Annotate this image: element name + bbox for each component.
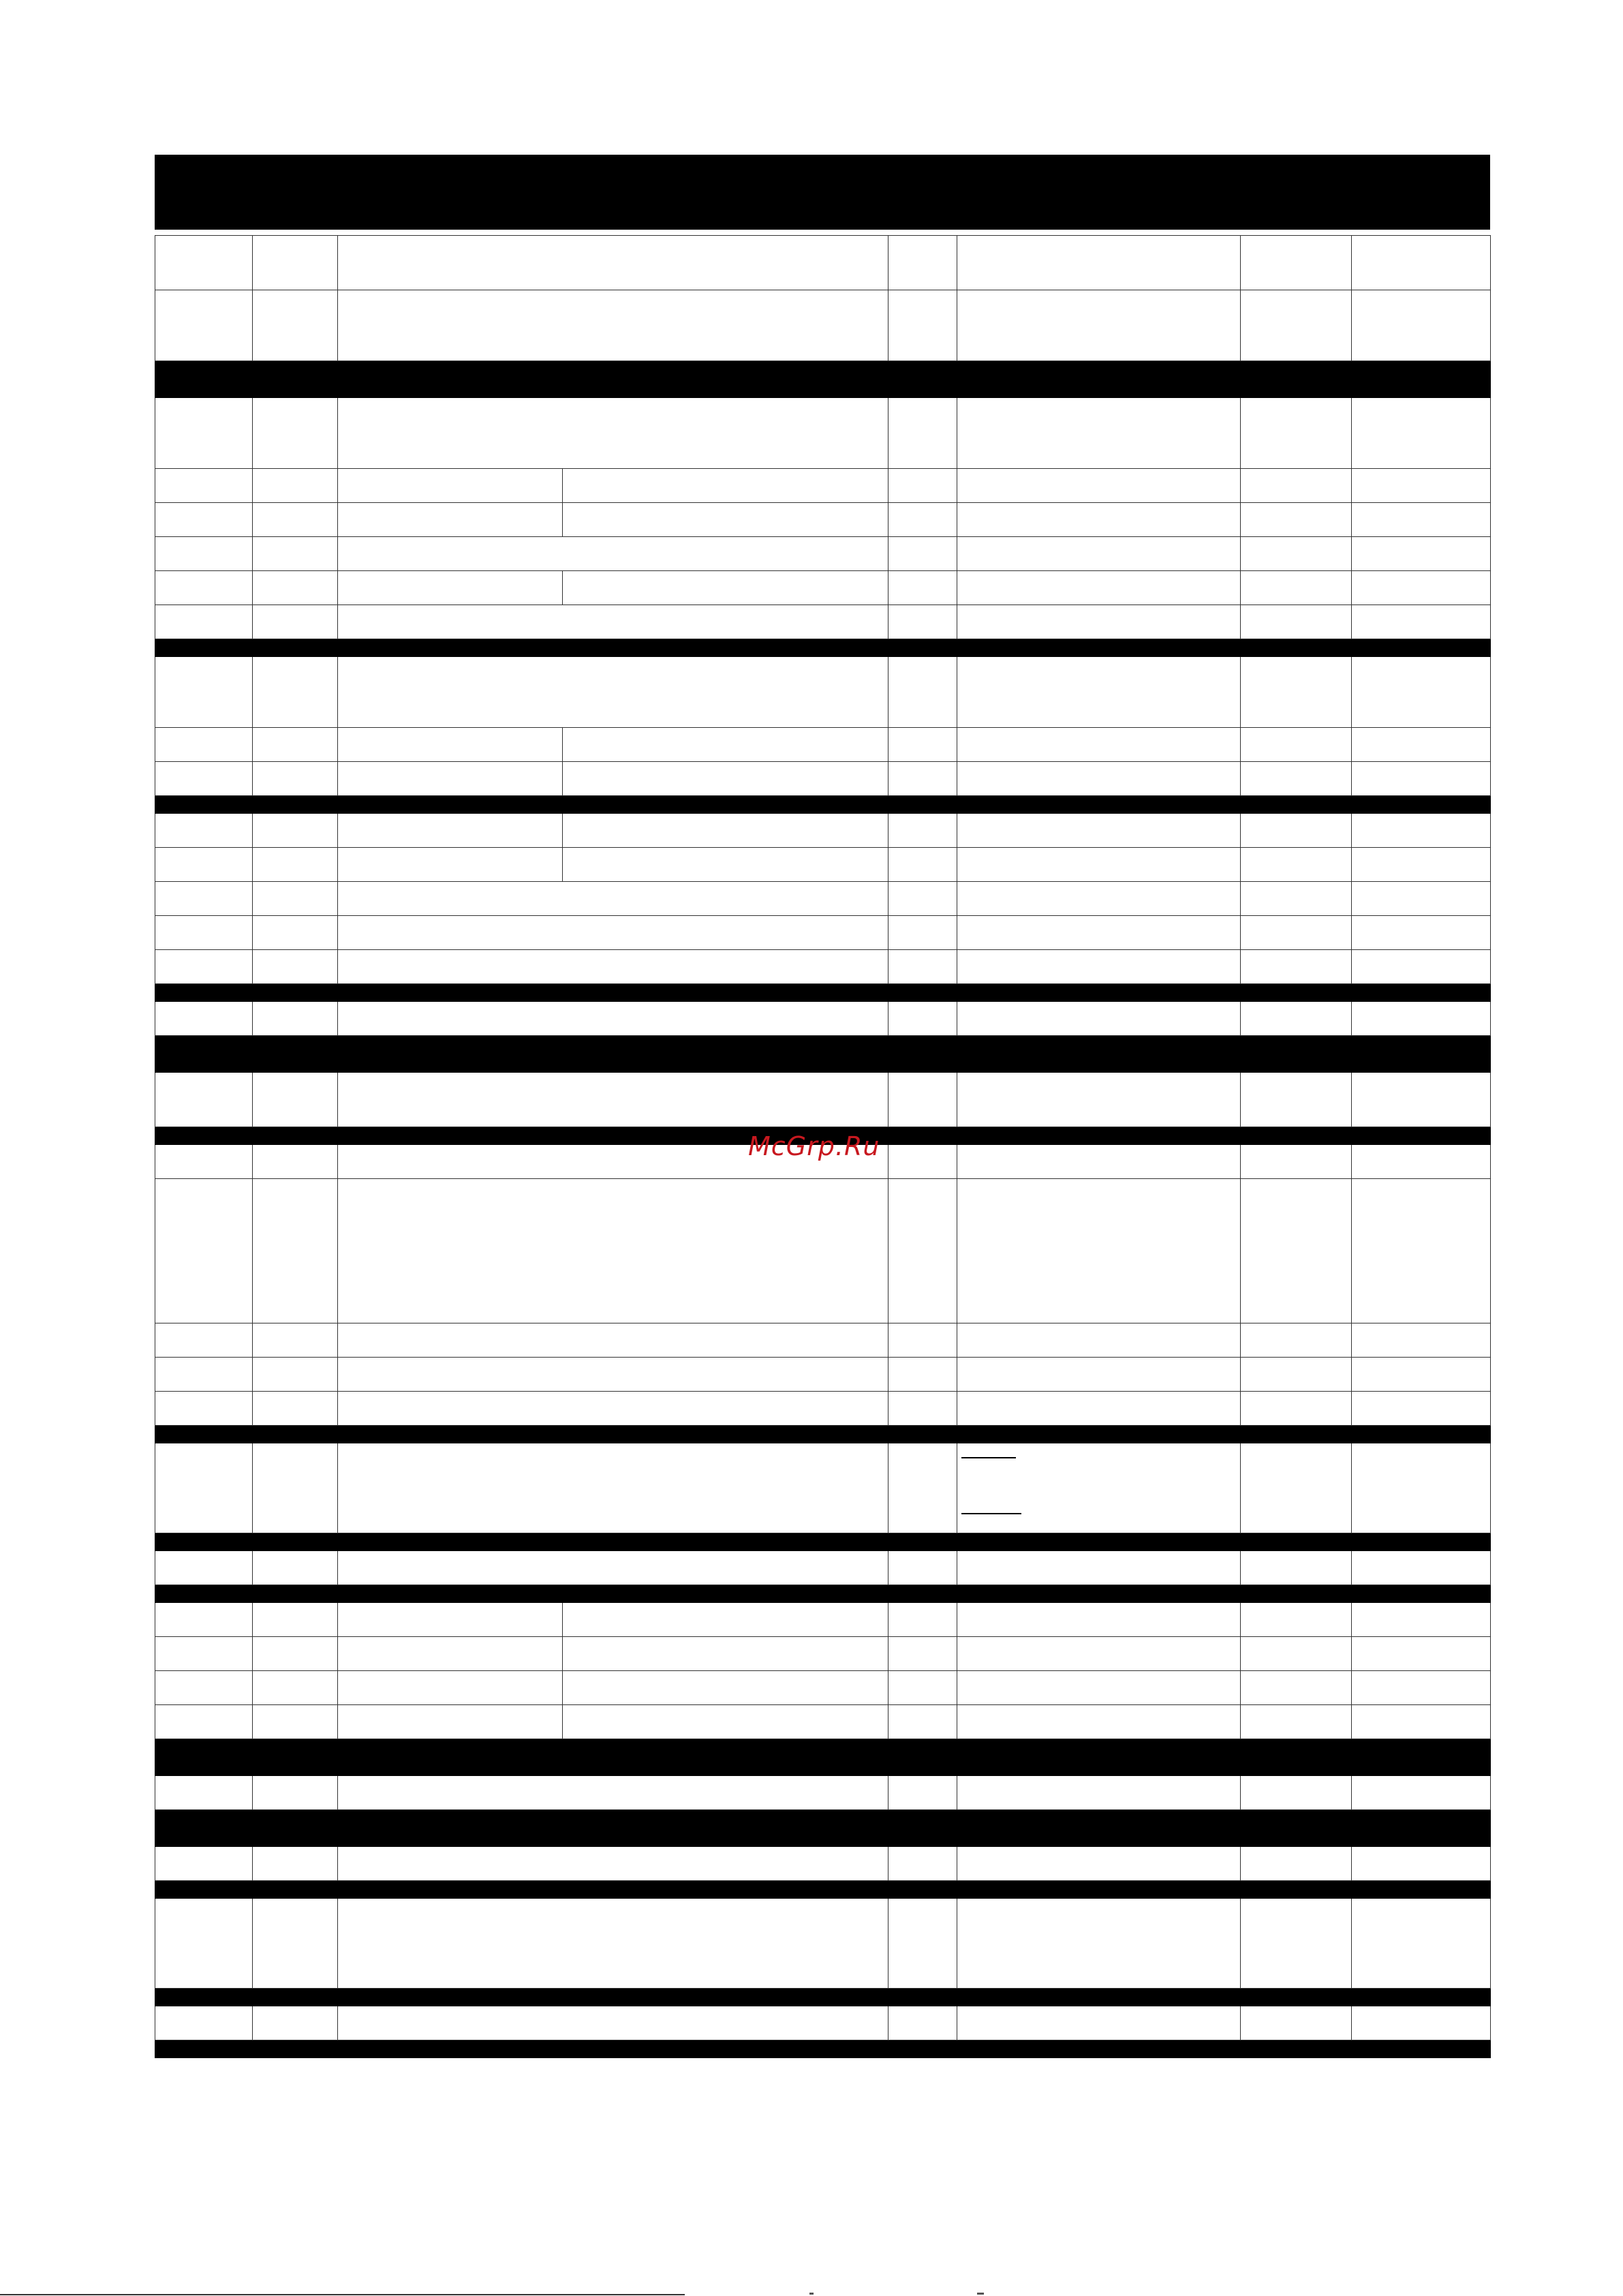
footer-rule: [0, 2294, 685, 2295]
table-row: [155, 1358, 1491, 1392]
table-row: [155, 537, 1491, 571]
table-row: [155, 469, 1491, 503]
table-row: [155, 1323, 1491, 1358]
table-row: [155, 657, 1491, 728]
table-row: [155, 1671, 1491, 1705]
table-row: [155, 1603, 1491, 1637]
table-row: [155, 1551, 1491, 1585]
section-bar: [155, 1881, 1491, 1899]
table-row: [155, 398, 1491, 469]
document-table: [155, 155, 1490, 2058]
table-row: [155, 1179, 1491, 1323]
table-row: [155, 1899, 1491, 1989]
section-bar: [155, 1036, 1491, 1073]
section-bar: [155, 1739, 1491, 1776]
underline-mark: [961, 1457, 1016, 1458]
table-row: [155, 1847, 1491, 1881]
header-bar: [155, 155, 1490, 230]
section-bar: [155, 1810, 1491, 1847]
watermark-text: McGrp.Ru: [748, 1131, 880, 1161]
section-bar: [155, 2040, 1491, 2058]
section-bar: [155, 1585, 1491, 1603]
table-row: [155, 1392, 1491, 1426]
table-row: [155, 1002, 1491, 1036]
section-bar: [155, 1426, 1491, 1443]
table-row: [155, 882, 1491, 916]
table-row: [155, 1776, 1491, 1810]
table-row: [155, 1073, 1491, 1127]
table-row: [155, 762, 1491, 796]
section-bar: [155, 361, 1491, 398]
table-row: [155, 728, 1491, 762]
table-row: [155, 1637, 1491, 1671]
section-bar: [155, 1989, 1491, 2006]
footer-mark: [809, 2293, 814, 2295]
footer-mark: [977, 2293, 984, 2295]
table-row: [155, 848, 1491, 882]
table-row: [155, 605, 1491, 639]
table-row: [155, 814, 1491, 848]
table-row: [155, 503, 1491, 537]
table-row: [155, 571, 1491, 605]
section-bar: [155, 984, 1491, 1002]
section-bar: [155, 1533, 1491, 1551]
underline-mark: [961, 1513, 1021, 1514]
table-row: [155, 236, 1491, 290]
table-row: [155, 1705, 1491, 1739]
table-row: [155, 916, 1491, 950]
table-row: [155, 950, 1491, 984]
section-bar: [155, 639, 1491, 657]
section-bar: [155, 796, 1491, 814]
header-gap: [155, 230, 1490, 235]
table-row: [155, 1443, 1491, 1533]
table-row: [155, 290, 1491, 361]
table-row: [155, 2006, 1491, 2040]
